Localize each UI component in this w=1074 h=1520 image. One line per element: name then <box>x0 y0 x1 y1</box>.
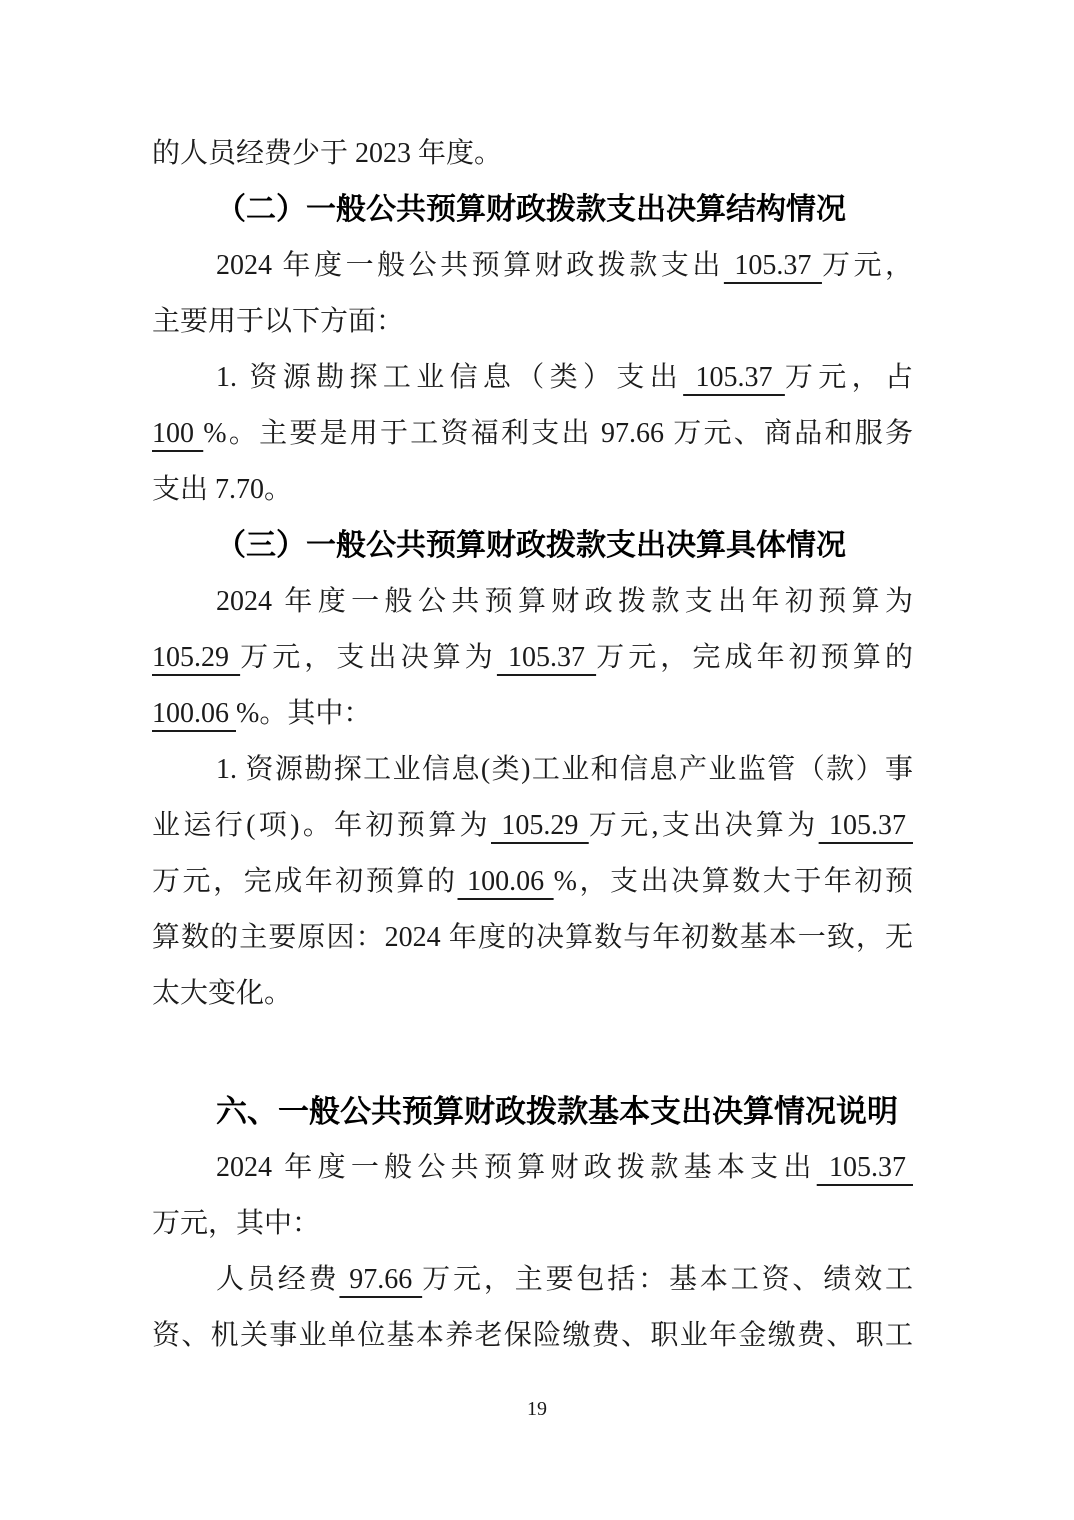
underlined-value: 105.37 <box>723 250 822 281</box>
text-run: %。其中： <box>236 698 372 729</box>
text-run: 六、一般公共预算财政拨款基本支出决算情况说明 <box>216 1094 898 1129</box>
text-line <box>152 1308 913 1364</box>
text-run: 万元,支出决算为 <box>588 810 819 841</box>
text-line <box>152 854 913 910</box>
underlined-value: 97.66 <box>339 1264 423 1295</box>
text-run: （三）一般公共预算财政拨款支出决算具体情况 <box>216 529 846 562</box>
text-line <box>152 798 913 854</box>
text-run: 1. 资源勘探工业信息（类）支出 <box>216 362 684 393</box>
text-line <box>152 462 913 518</box>
underlined-value: 105.37 <box>496 642 597 673</box>
text-line <box>152 742 913 798</box>
text-line <box>152 1196 913 1252</box>
text-line <box>152 910 913 966</box>
underlined-value: 100.06 <box>457 866 554 897</box>
text-run: 万元，完成年初预算的 <box>152 866 458 897</box>
text-run: 资、机关事业单位基本养老保险缴费、职业年金缴费、职工 <box>152 1320 913 1351</box>
underlined-value: 105.37 <box>816 1152 913 1183</box>
text-run: 1. 资源勘探工业信息(类)工业和信息产业监管（款）事 <box>216 754 913 785</box>
underlined-value: 105.37 <box>818 810 913 841</box>
text-run: 业运行(项)。年初预算为 <box>152 810 491 841</box>
text-run: 主要用于以下方面： <box>152 306 405 337</box>
text-run: 2024 年度一般公共预算财政拨款支出 <box>216 250 724 281</box>
underlined-value: 105.29 <box>491 810 589 841</box>
text-run: 万元，主要包括：基本工资、绩效工 <box>422 1264 913 1295</box>
text-run: %。主要是用于工资福利支出 97.66 万元、商品和服务 <box>203 418 913 449</box>
text-run: 算数的主要原因：2024 年度的决算数与年初数基本一致，无 <box>152 922 913 953</box>
underlined-value: 100.06 <box>152 698 236 729</box>
underlined-value: 100 <box>152 418 204 449</box>
text-run: 2024 年度一般公共预算财政拨款支出年初预算为 <box>216 586 913 617</box>
text-run: 的人员经费少于 2023 年度。 <box>152 138 503 169</box>
underlined-value: 105.37 <box>683 362 785 393</box>
text-run: 万元，占 <box>784 362 913 393</box>
text-line <box>152 294 913 350</box>
text-run: 万元，其中： <box>152 1208 321 1239</box>
text-line <box>152 1140 913 1196</box>
text-run: 万元， <box>821 250 913 281</box>
text-run: （二）一般公共预算财政拨款支出决算结构情况 <box>216 193 846 226</box>
section-heading <box>152 1084 913 1140</box>
page-number: 19 <box>527 1398 547 1420</box>
underlined-value: 105.29 <box>152 642 241 673</box>
text-line <box>152 966 913 1022</box>
text-run: 太大变化。 <box>152 978 293 1009</box>
document-body <box>152 126 913 1364</box>
text-run: %，支出决算数大于年初预 <box>553 866 913 897</box>
text-run: 万元，支出决算为 <box>240 642 497 673</box>
text-line <box>152 630 913 686</box>
text-line <box>152 406 913 462</box>
text-line <box>152 126 913 182</box>
text-run: 2024 年度一般公共预算财政拨款基本支出 <box>216 1152 817 1183</box>
text-line <box>152 686 913 742</box>
section-heading <box>152 518 913 574</box>
text-line <box>152 350 913 406</box>
text-line <box>152 1252 913 1308</box>
section-heading <box>152 182 913 238</box>
text-line <box>152 574 913 630</box>
text-run: 人员经费 <box>216 1264 340 1295</box>
text-run: 万元，完成年初预算的 <box>596 642 913 673</box>
text-run: 支出 7.70。 <box>152 474 293 505</box>
text-line <box>152 238 913 294</box>
